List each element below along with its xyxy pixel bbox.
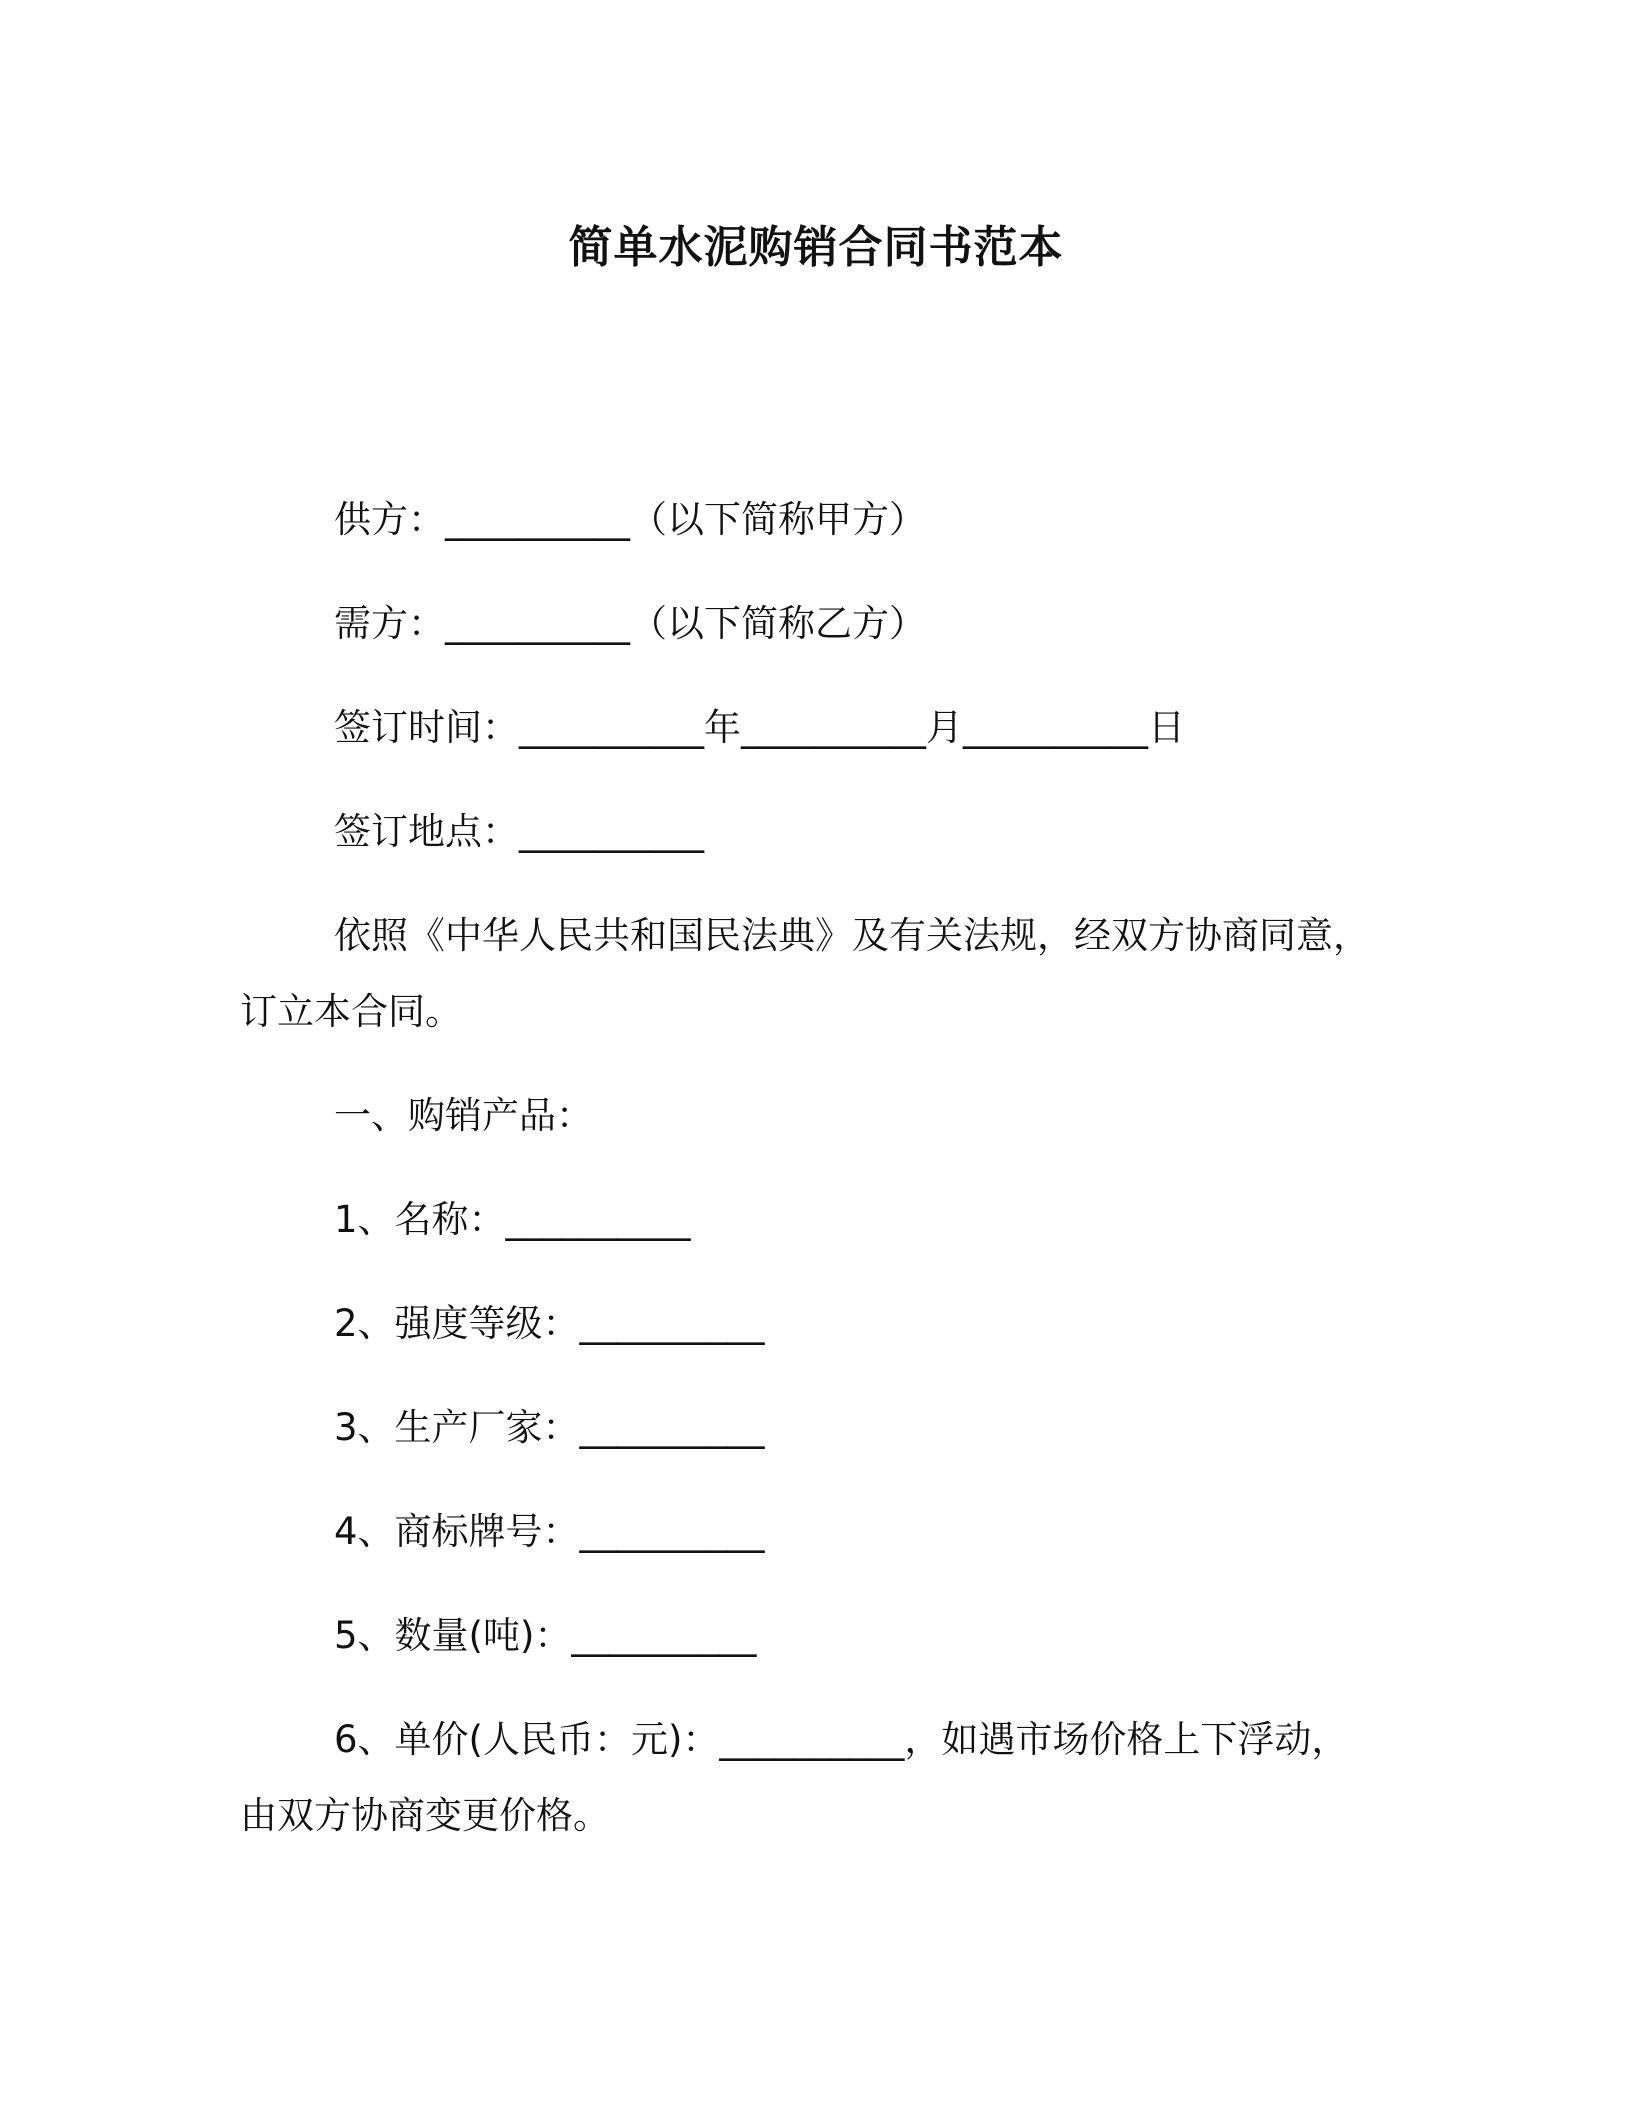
section-1-heading: 一、购销产品： [334, 1094, 593, 1137]
basis-paragraph-line-2: 订立本合同。 [240, 990, 462, 1033]
item-unit-price-line: 6、单价(人民币：元)：__________，如遇市场价格上下浮动， [334, 1718, 1349, 1761]
price-adjustment-line: 由双方协商变更价格。 [240, 1794, 610, 1837]
sign-date-line: 签订时间：__________年__________月__________日 [334, 706, 1185, 749]
item-manufacturer-line: 3、生产厂家：__________ [334, 1406, 765, 1449]
basis-paragraph-line-1: 依照《中华人民共和国民法典》及有关法规，经双方协商同意， [334, 914, 1370, 957]
item-strength-grade-line: 2、强度等级：__________ [334, 1302, 765, 1345]
buyer-line: 需方：__________（以下简称乙方） [334, 602, 926, 645]
supplier-line: 供方：__________（以下简称甲方） [334, 498, 926, 541]
item-brand-line: 4、商标牌号：__________ [334, 1510, 765, 1553]
document-title: 简单水泥购销合同书范本 [568, 222, 1064, 273]
item-quantity-line: 5、数量(吨)：__________ [334, 1614, 757, 1657]
item-name-line: 1、名称：__________ [334, 1198, 691, 1241]
sign-place-line: 签订地点：__________ [334, 810, 704, 853]
